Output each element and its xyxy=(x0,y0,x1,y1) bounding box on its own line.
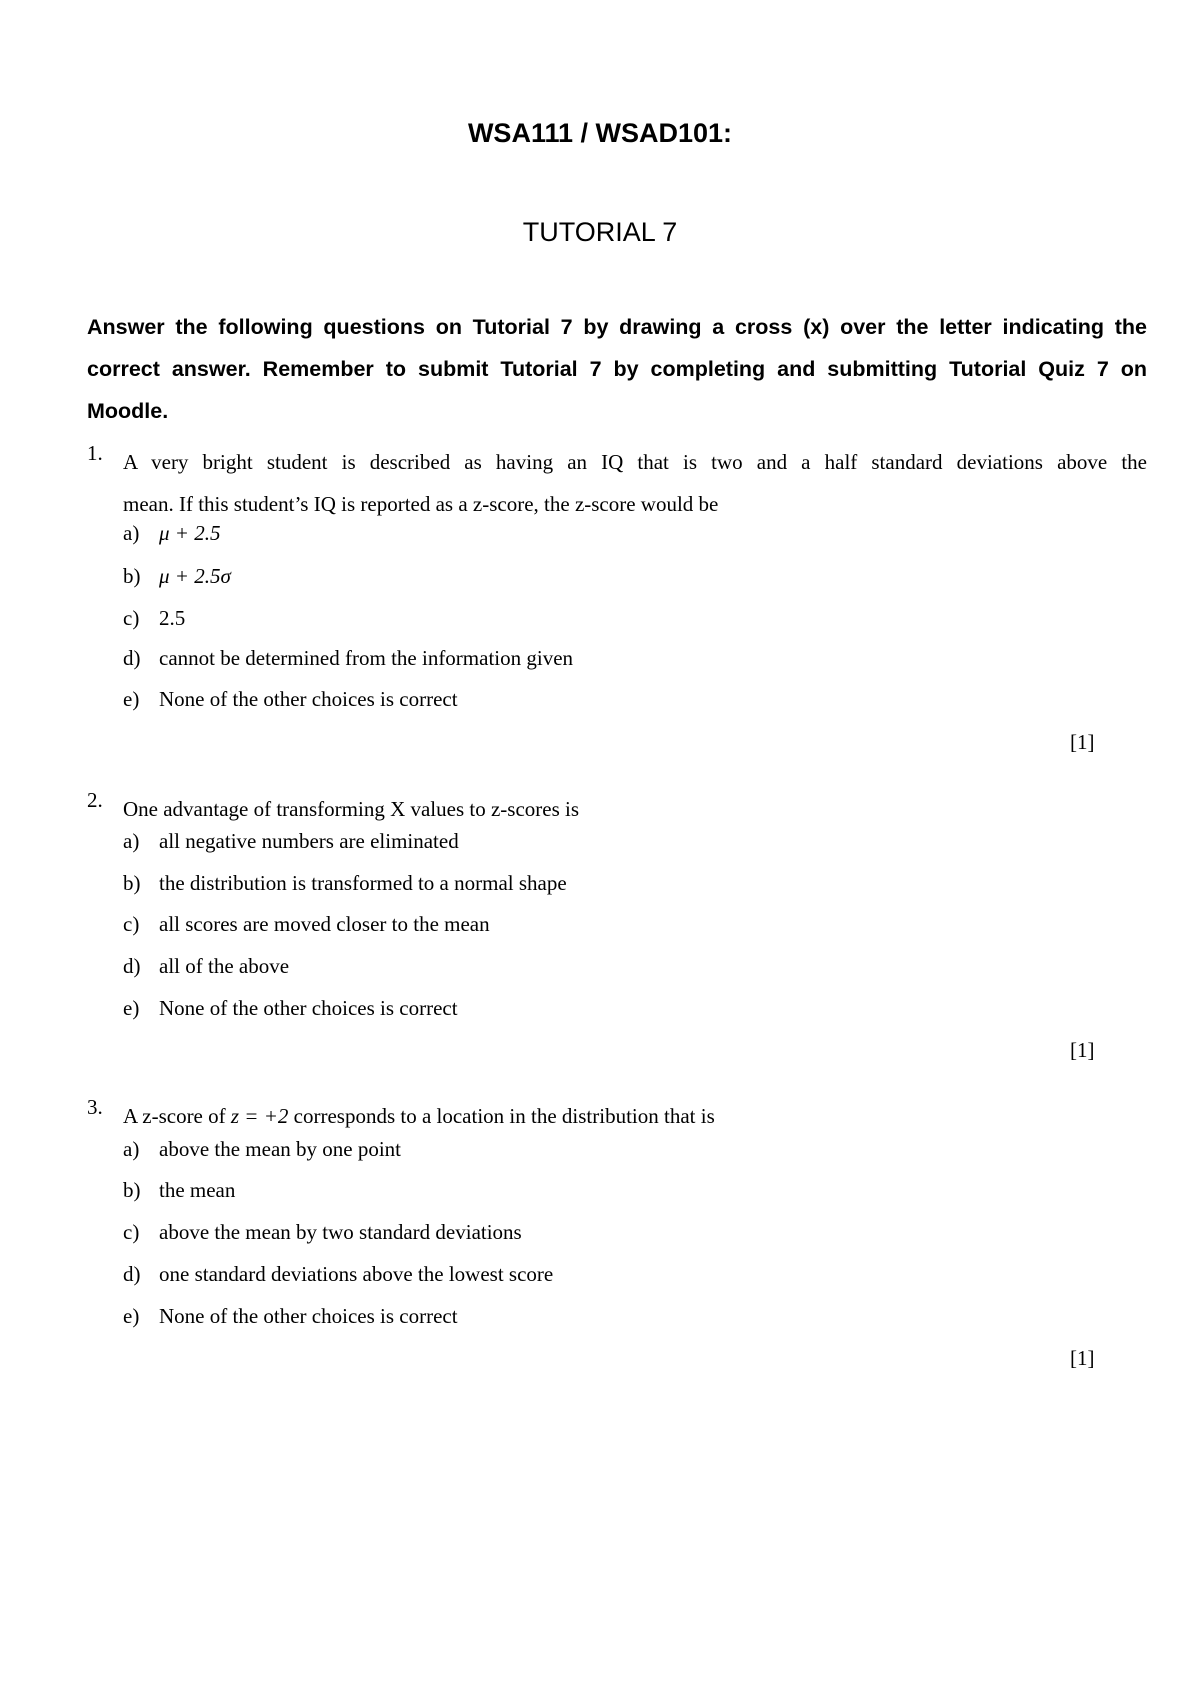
question-text-after: corresponds to a location in the distribution that is xyxy=(293,1104,715,1128)
question-1-option-c[interactable] xyxy=(123,606,185,636)
question-3-option-b[interactable] xyxy=(123,1178,235,1208)
option-text: all of the above xyxy=(159,954,290,978)
question-2-option-a[interactable] xyxy=(123,829,459,859)
option-text: None of the other choices is correct xyxy=(159,1304,458,1328)
question-number: 2. xyxy=(87,788,103,812)
option-text: cannot be determined from the information given xyxy=(159,646,574,670)
option-text: all scores are moved closer to the mean xyxy=(159,912,490,936)
course-code-heading: WSA111 / WSAD101: xyxy=(467,118,733,148)
question-text-line-1 xyxy=(123,1095,1147,1137)
question-2-option-c[interactable] xyxy=(123,912,490,942)
option-letter: a) xyxy=(123,1137,140,1161)
option-text: 2.5 xyxy=(159,606,186,630)
option-letter: b) xyxy=(123,871,141,895)
option-letter: a) xyxy=(123,521,140,545)
question-3-option-c[interactable] xyxy=(123,1220,522,1250)
question-1-option-a[interactable] xyxy=(123,521,220,551)
question-text-line-1: One advantage of transforming X values to z-scores is xyxy=(123,797,580,821)
z-score-expression: z = +2 xyxy=(230,1104,289,1128)
option-letter: c) xyxy=(123,606,140,630)
option-letter: c) xyxy=(123,1220,140,1244)
question-text xyxy=(123,1095,1147,1137)
option-text: None of the other choices is correct xyxy=(159,996,458,1020)
option-letter: d) xyxy=(123,1262,141,1286)
question-text-line-1: A very bright student is described as having an IQ that is two and a half standard deviations above the xyxy=(123,450,1147,474)
option-text: μ + 2.5 xyxy=(159,521,221,545)
option-letter: d) xyxy=(123,954,141,978)
option-letter: e) xyxy=(123,996,140,1020)
question-text xyxy=(123,441,1147,525)
question-3-mark: [1] xyxy=(1070,1346,1095,1370)
question-3-option-a[interactable] xyxy=(123,1137,401,1167)
question-2-option-d[interactable] xyxy=(123,954,289,984)
option-letter: b) xyxy=(123,564,141,588)
option-text: above the mean by two standard deviations xyxy=(159,1220,522,1244)
option-text: the mean xyxy=(159,1178,236,1202)
question-2-option-e[interactable] xyxy=(123,996,458,1026)
option-letter: e) xyxy=(123,687,140,711)
question-3-option-d[interactable] xyxy=(123,1262,553,1292)
option-text: μ + 2.5σ xyxy=(159,564,231,588)
option-text: all negative numbers are eliminated xyxy=(159,829,459,853)
option-letter: a) xyxy=(123,829,140,853)
question-1-mark: [1] xyxy=(1070,730,1095,754)
question-text-line-2: mean. If this student’s IQ is reported as a z-score, the z-score would be xyxy=(123,492,719,516)
option-letter: b) xyxy=(123,1178,141,1202)
option-text: the distribution is transformed to a normal shape xyxy=(159,871,567,895)
option-letter: d) xyxy=(123,646,141,670)
option-text: None of the other choices is correct xyxy=(159,687,458,711)
question-1-option-b[interactable] xyxy=(123,564,231,594)
question-number: 3. xyxy=(87,1095,103,1119)
tutorial-title: TUTORIAL 7 xyxy=(522,217,678,247)
option-letter: e) xyxy=(123,1304,140,1328)
question-1-option-e[interactable] xyxy=(123,687,458,717)
option-text: above the mean by one point xyxy=(159,1137,402,1161)
instructions-paragraph: Answer the following questions on Tutorial 7 by drawing a cross (x) over the letter indicating the correct answer. Remember to submit Tutorial 7 by completing and submitting Tutorial Quiz 7 on Moodle. xyxy=(87,315,1147,423)
question-text xyxy=(123,788,1147,830)
question-text-before: A z-score of xyxy=(123,1104,226,1128)
option-text: one standard deviations above the lowest score xyxy=(159,1262,554,1286)
question-3-option-e[interactable] xyxy=(123,1304,458,1334)
option-letter: c) xyxy=(123,912,140,936)
question-2-mark: [1] xyxy=(1070,1038,1095,1062)
question-number: 1. xyxy=(87,441,103,465)
question-2-option-b[interactable] xyxy=(123,871,567,901)
question-1-option-d[interactable] xyxy=(123,646,573,676)
